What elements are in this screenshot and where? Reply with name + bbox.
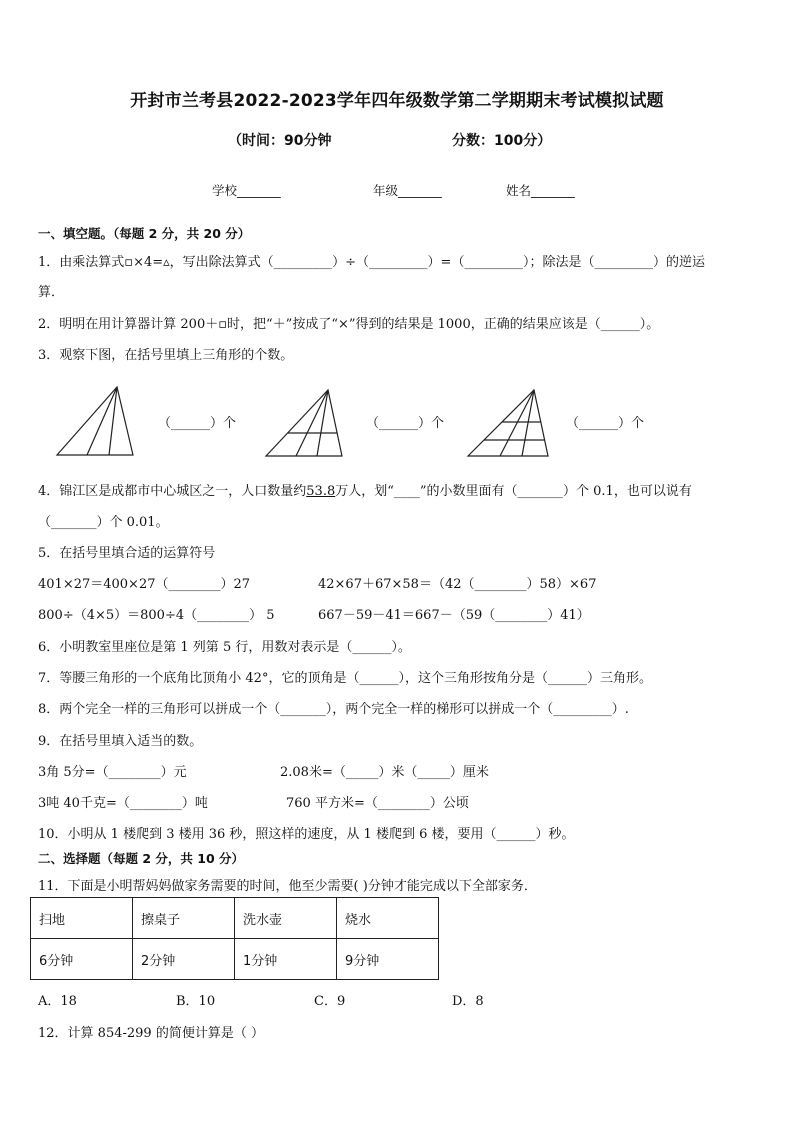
question-8: 8．两个完全一样的三角形可以拼成一个（_______），两个完全一样的梯形可以拼成一个（_________）. [38,702,629,717]
q11-option-c[interactable]: C．9 [314,994,346,1009]
table-header-cell: 擦桌子 [133,898,235,939]
table-cell: 1分钟 [235,939,337,980]
table-cell: 6分钟 [31,939,133,980]
question-5: 5．在括号里填合适的运算符号 [38,546,216,561]
q11-option-d[interactable]: D．8 [452,994,484,1009]
q5-left-2: 800÷（4×5）＝800÷4（________） 5 [38,608,275,623]
q4-text-post: 万人，划“____”的小数里面有（_______）个 0.1，也可以说有 [335,484,692,499]
q3-blank-2: （______）个 [366,416,445,431]
question-4 [38,480,692,499]
q11-option-b[interactable]: B．10 [176,994,216,1009]
exam-time: （时间：90分钟 [228,133,332,149]
q9-left-2: 3吨 40千克=（________）吨 [38,796,208,811]
page-title: 开封市兰考县2022-2023学年四年级数学第二学期期末考试模拟试题 [130,91,664,111]
question-7: 7．等腰三角形的一个底角比顶角小 42°，它的顶角是（______），这个三角形按角分是（______）三角形。 [38,671,652,686]
table-cell: 9分钟 [337,939,439,980]
name-field: 姓名_______ [506,183,575,198]
exam-score: 分数：100分） [452,133,552,149]
question-9: 9．在括号里填入适当的数。 [38,734,203,749]
question-2: 2．明明在用计算器计算 200＋▫时，把“＋”按成了“×”得到的结果是 1000，正确的结果应该是（______）。 [38,317,660,332]
triangle-figure-1 [55,385,135,457]
q9-right-2: 760 平方米=（________）公顷 [286,796,469,811]
question-4-cont: （_______）个 0.01。 [38,515,169,530]
question-10: 10．小明从 1 楼爬到 3 楼用 36 秒，照这样的速度，从 1 楼爬到 6 楼，要用（______）秒。 [38,827,575,842]
table-row [31,939,439,980]
question-12: 12．计算 854-299 的简便计算是（ ） [38,1026,264,1041]
triangle-figure-3 [466,388,550,458]
table-header-cell: 洗水壶 [235,898,337,939]
q9-left-1: 3角 5分=（________）元 [38,765,187,780]
question-1: 1．由乘法算式▫×4=▵，写出除法算式（_________）÷（_________）=（_________）；除法是（_________）的逆运 [38,255,705,270]
table-header-cell: 扫地 [31,898,133,939]
q5-right-1: 42×67＋67×58＝（42（________）58）×67 [318,577,597,592]
section-1-heading: 一、填空题。（每题 2 分，共 20 分） [38,226,251,241]
question-1-cont: 算． [38,285,65,300]
question-6: 6．小明教室里座位是第 1 列第 5 行，用数对表示是（______）。 [38,640,411,655]
q5-left-1: 401×27＝400×27（________）27 [38,577,251,592]
grade-field: 年级_______ [373,183,442,198]
table-cell: 2分钟 [133,939,235,980]
table-row [31,898,439,939]
q4-text-pre: 4．锦江区是成都市中心城区之一，人口数量约 [38,484,307,499]
q3-blank-1: （______）个 [158,416,237,431]
question-3: 3．观察下图，在括号里填上三角形的个数。 [38,348,294,363]
triangle-figure-2 [264,388,344,458]
chores-table [30,897,439,980]
section-2-heading: 二、选择题（每题 2 分，共 10 分） [38,851,245,866]
question-11: 11．下面是小明帮妈妈做家务需要的时间，他至少需要( )分钟才能完成以下全部家务． [38,879,537,894]
q11-option-a[interactable]: A．18 [38,994,77,1009]
q4-underlined-number: 53.8 [306,484,336,499]
q5-right-2: 667－59－41＝667－（59（________）41） [318,608,590,623]
school-field: 学校_______ [212,183,281,198]
table-header-cell: 烧水 [337,898,439,939]
q9-right-1: 2.08米=（_____）米（_____）厘米 [280,765,489,780]
q3-blank-3: （______）个 [566,416,645,431]
